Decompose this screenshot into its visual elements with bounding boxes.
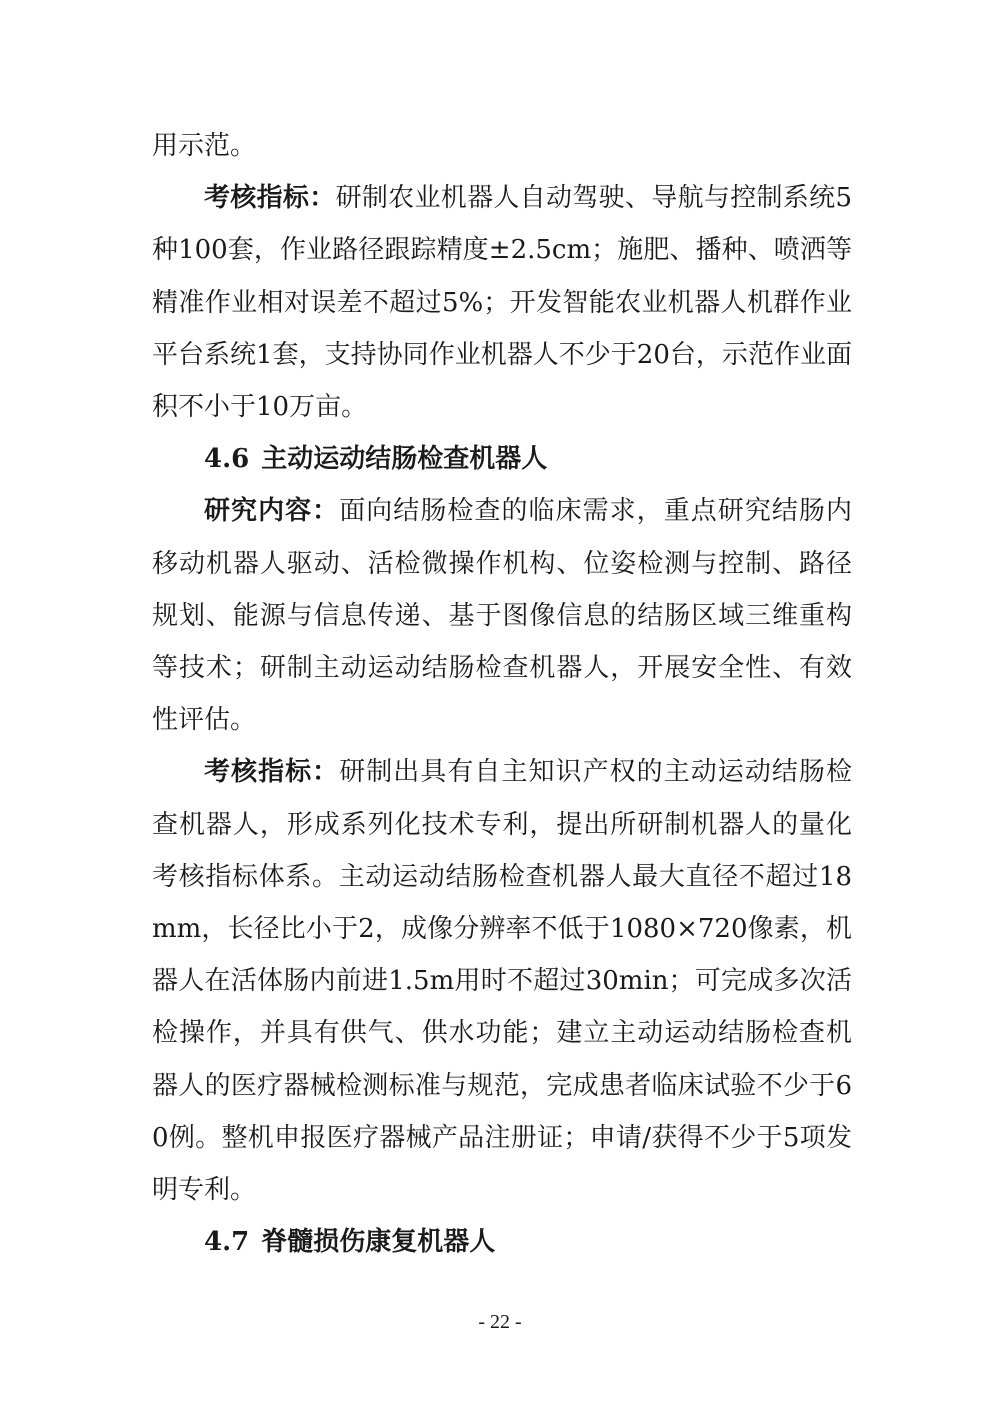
section-title: 主动运动结肠检查机器人 — [261, 444, 548, 475]
section-heading-4-7 — [152, 1216, 852, 1268]
section-heading-4-6 — [152, 433, 852, 485]
section-title: 脊髓损伤康复机器人 — [261, 1227, 496, 1258]
paragraph-text: 研制农业机器人自动驾驶、导航与控制系统5种100套，作业路径跟踪精度±2.5cm；施肥、播种、喷洒等精准作业相对误差不超过5%；开发智能农业机器人机群作业平台系统1套，支持协同作业机器人不少于20台，示范作业面积不小于10万亩。 — [152, 183, 852, 423]
section-number: 4.6 — [204, 444, 250, 475]
section-number: 4.7 — [204, 1227, 250, 1258]
paragraph-lead: 考核指标： — [204, 757, 340, 788]
paragraph-lead: 考核指标： — [204, 183, 336, 214]
body-text — [152, 120, 852, 1268]
paragraph-lead: 研究内容： — [204, 496, 340, 527]
page-number: - 22 - — [478, 1311, 522, 1333]
paragraph-text: 用示范。 — [152, 131, 257, 161]
paragraph-research-content — [152, 485, 852, 746]
paragraph-assessment-indicators-agri — [152, 172, 852, 433]
paragraph-assessment-indicators-colon — [152, 746, 852, 1216]
paragraph-text: 研制出具有自主知识产权的主动运动结肠检查机器人，形成系列化技术专利，提出所研制机器人的量化考核指标体系。主动运动结肠检查机器人最大直径不超过18mm，长径比小于2，成像分辨率不低于1080×720像素，机器人在活体肠内前进1.5m用时不超过30min；可完成多次活检操作，并具有供气、供水功能；建立主动运动结肠检查机器人的医疗器械检测标准与规范，完成患者临床试验不少于60例。整机申报医疗器械产品注册证；申请/获得不少于5项发明专利。 — [152, 757, 852, 1206]
paragraph-text: 面向结肠检查的临床需求，重点研究结肠内移动机器人驱动、活检微操作机构、位姿检测与控制、路径规划、能源与信息传递、基于图像信息的结肠区域三维重构等技术；研制主动运动结肠检查机器人，开展安全性、有效性评估。 — [152, 496, 852, 736]
paragraph-continuation — [152, 120, 852, 172]
